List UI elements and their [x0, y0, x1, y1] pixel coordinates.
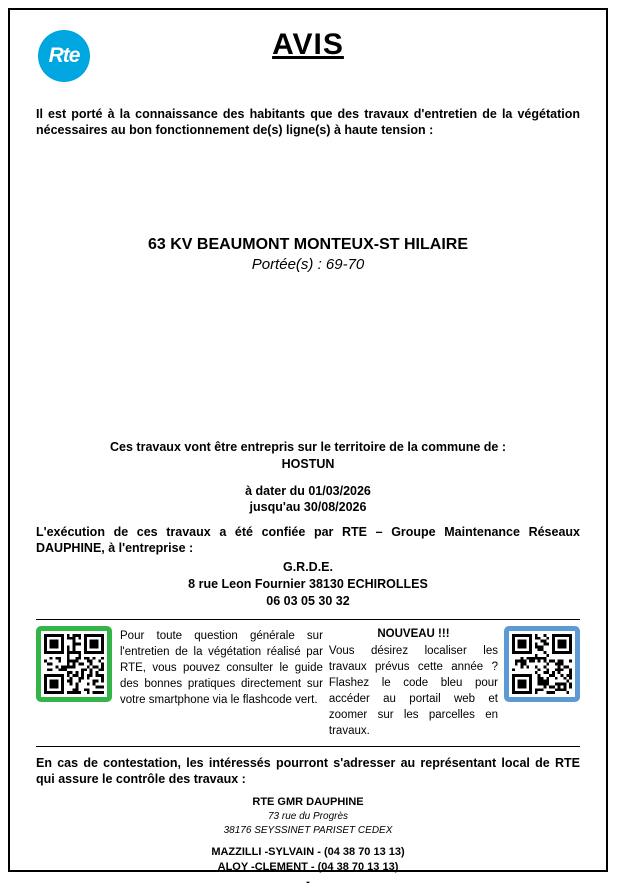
intro-paragraph: Il est porté à la connaissance des habitants que des travaux d'entretien de la végétation nécessaires au bon fonctionnement de(s) ligne(s) à haute tension :	[36, 107, 580, 137]
rte-logo-text: Rte	[48, 44, 80, 67]
date-to: jusqu'au 30/08/2026	[249, 500, 367, 514]
contact-line: MAZZILLI -SYLVAIN - (04 38 70 13 13)	[211, 845, 405, 858]
contestation-paragraph: En cas de contestation, les intéressés pourront s'adresser au représentant local de RTE qui assure le contrôle des travaux :	[36, 755, 580, 786]
line-portee: Portée(s) : 69-70	[251, 256, 365, 273]
commune-intro: Ces travaux vont être entrepris sur le territoire de la commune de :	[110, 440, 506, 454]
page-title: AVIS	[272, 28, 344, 61]
nouveau-title: NOUVEAU !!!	[377, 628, 450, 640]
execution-paragraph: L'exécution de ces travaux a été confiée par RTE – Groupe Maintenance Réseaux DAUPHINE, à l'entreprise :	[36, 525, 580, 555]
divider-top	[36, 619, 580, 620]
flashcode-section	[36, 626, 580, 740]
divider-bottom	[36, 746, 580, 747]
company-phone: 06 03 05 30 32	[266, 594, 350, 608]
qr-code-blue-icon	[512, 634, 572, 694]
nouveau-block	[329, 628, 498, 740]
blue-flashcode-frame	[504, 626, 580, 702]
header	[36, 28, 580, 84]
green-flashcode-text: Pour toute question générale sur l'entretien de la végétation réalisé par RTE, vous pouvez consulter le guide des bonnes pratiques directement sur votre smartphone via le flashcode vert.	[120, 630, 323, 707]
line-name: 63 KV BEAUMONT MONTEUX-ST HILAIRE	[147, 236, 468, 253]
contact-line: ALOY -CLEMENT - (04 38 70 13 13)	[217, 860, 399, 873]
gmr-name: RTE GMR DAUPHINE	[252, 795, 364, 808]
company-address: 8 rue Leon Fournier 38130 ECHIROLLES	[188, 577, 428, 591]
company-name: G.R.D.E.	[282, 560, 333, 574]
contact-line: -	[306, 875, 310, 888]
nouveau-text: Vous désirez localiser les travaux prévus cette année ? Flashez le code bleu pour accéder au portail web et zoomer sur les parcelles en travaux.	[328, 645, 498, 738]
green-flashcode-frame	[36, 626, 112, 702]
gmr-address-1: 73 rue du Progrès	[267, 810, 349, 822]
notice-page	[8, 8, 608, 888]
commune-name: HOSTUN	[281, 457, 335, 471]
gmr-address-2: 38176 SEYSSINET PARISET CEDEX	[223, 824, 393, 836]
date-from: à dater du 01/03/2026	[245, 484, 371, 498]
rte-logo	[38, 30, 90, 82]
qr-code-green-icon	[44, 634, 104, 694]
